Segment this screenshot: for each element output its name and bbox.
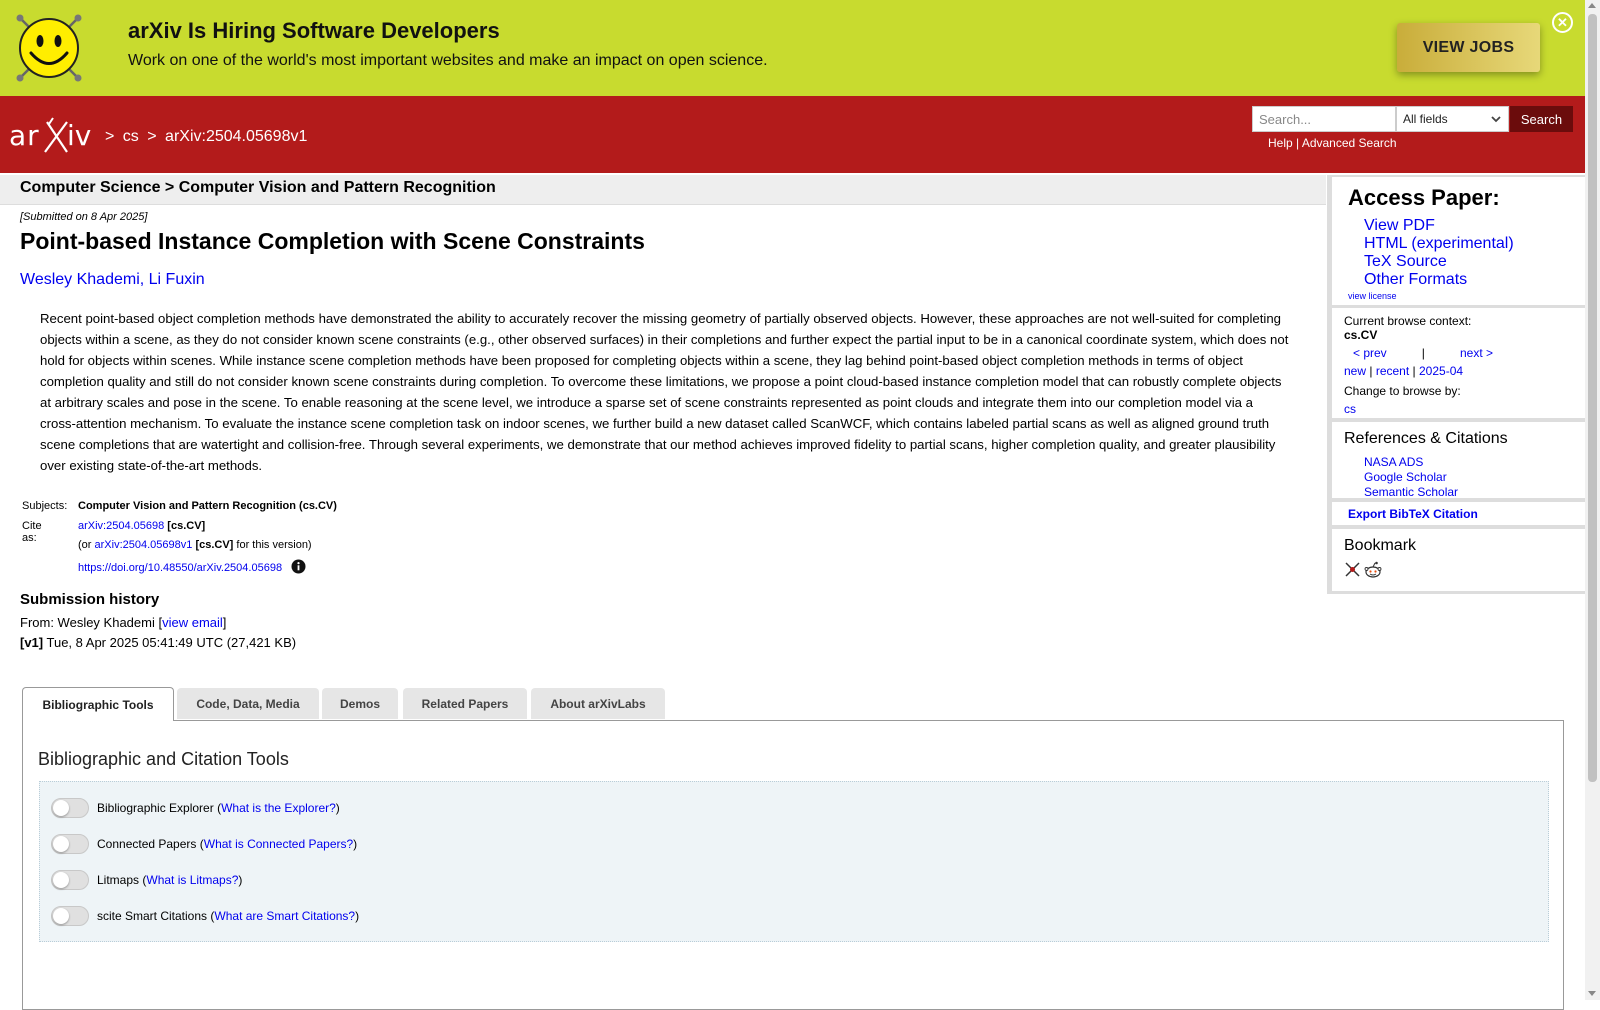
- browse-recent-link[interactable]: recent: [1375, 364, 1410, 378]
- paper-title: Point-based Instance Completion with Scene Constraints: [20, 228, 645, 254]
- bookmark-box: [1332, 529, 1585, 591]
- scroll-down-arrow-icon[interactable]: [1588, 991, 1596, 996]
- browse-context-label: Current browse context:: [1344, 314, 1472, 328]
- banner-title: arXiv Is Hiring Software Developers: [128, 18, 500, 43]
- info-circle-icon[interactable]: [291, 559, 306, 574]
- google-scholar-link[interactable]: Google Scholar: [1364, 470, 1447, 484]
- category-header: Computer Science > Computer Vision and Pattern Recognition: [0, 175, 1326, 205]
- breadcrumb-cs[interactable]: cs: [122, 128, 139, 145]
- connected-papers-help-link[interactable]: What is Connected Papers?: [203, 837, 354, 851]
- scroll-up-arrow-icon[interactable]: [1588, 3, 1596, 8]
- tab-related-papers[interactable]: Related Papers: [403, 688, 527, 719]
- browse-by-cs-link[interactable]: cs: [1344, 402, 1356, 416]
- scite-toggle[interactable]: [51, 906, 89, 926]
- nasa-ads-link[interactable]: NASA ADS: [1364, 455, 1424, 469]
- svg-text:ar: ar: [9, 119, 40, 152]
- submission-from: From: Wesley Khademi [view email]: [20, 615, 227, 630]
- chevron-down-icon: [1490, 113, 1502, 125]
- tab-demos[interactable]: Demos: [322, 688, 398, 719]
- tool-row: Bibliographic Explorer ( What is the Explorer? ): [51, 797, 340, 819]
- svg-text:iv: iv: [67, 119, 92, 152]
- view-email-link[interactable]: view email: [162, 615, 223, 630]
- access-paper-title: Access Paper:: [1348, 185, 1500, 210]
- next-link[interactable]: next >: [1459, 346, 1493, 360]
- right-sidebar: [1327, 175, 1585, 594]
- tab-code-data-media[interactable]: Code, Data, Media: [177, 688, 319, 719]
- help-link[interactable]: Help: [1268, 136, 1293, 150]
- tool-row: scite Smart Citations ( What are Smart Citations? ): [51, 905, 359, 927]
- browse-new-link[interactable]: new: [1344, 364, 1367, 378]
- advanced-search-link[interactable]: Advanced Search: [1301, 136, 1397, 150]
- bibliographic-explorer-toggle[interactable]: [51, 798, 89, 818]
- tex-source-link[interactable]: TeX Source: [1364, 253, 1447, 270]
- subjects-label: Subjects:: [22, 500, 68, 512]
- references-title: References & Citations: [1344, 430, 1508, 447]
- tab-about-arxivlabs[interactable]: About arXivLabs: [531, 688, 665, 719]
- close-icon[interactable]: ✕: [1552, 12, 1573, 33]
- cite-version-link[interactable]: arXiv:2504.05698v1: [94, 539, 193, 551]
- browse-month-link[interactable]: 2025-04: [1419, 364, 1464, 378]
- author-link[interactable]: Wesley Khademi: [20, 271, 140, 288]
- other-formats-link[interactable]: Other Formats: [1364, 271, 1468, 288]
- tab-panel: [22, 720, 1564, 1010]
- banner-subtitle: Work on one of the world's most important websites and make an impact on open science.: [128, 52, 768, 69]
- cite-label: Cite as:: [22, 520, 42, 544]
- access-paper-box: [1332, 177, 1585, 305]
- tool-row: Litmaps ( What is Litmaps? ): [51, 869, 242, 891]
- submission-history-title: Submission history: [20, 591, 160, 608]
- browse-context-value: cs.CV: [1344, 328, 1378, 342]
- abstract: Recent point-based object completion methods have demonstrated the ability to accurately recover the missing geometry of partially observed objects. However, these approaches are not well-suited for completing objects within a scene, as they do not consider known scene constraints (e.g., other observed surfaces) in their completions and further expect the partial input to be in a canonical coordinate system, which does not hold for objects within scenes. While instance scene completion methods have been proposed for completing objects within a scene, they lag behind point-based object completion methods in terms of object completion quality and still do not consider known scene constraints during completion. To overcome these limitations, we propose a point cloud-based instance completion model that can robustly complete objects at arbitrary scales and pose in the scene. To enable reasoning at the scene level, we introduce a sparse set of scene constraints represented as point clouds and integrate them into our completion model via a cross-attention mechanism. To evaluate the instance scene completion task on indoor scenes, we further build a new dataset called ScanWCF, which contains labeled partial scans as well as aligned ground truth scene completions that are watertight and collision-free. Through several experiments, we demonstrate that our method achieves improved fidelity to partial scans, higher completion quality, and greater plausibility over existing state-of-the-art methods.: [40, 311, 1289, 473]
- view-pdf-link[interactable]: View PDF: [1364, 217, 1435, 234]
- doi-link[interactable]: https://doi.org/10.48550/arXiv.2504.05698: [78, 562, 283, 574]
- bibsonomy-icon[interactable]: [1344, 561, 1361, 578]
- html-link[interactable]: HTML (experimental): [1364, 235, 1514, 252]
- site-header: [0, 96, 1585, 173]
- explorer-help-link[interactable]: What is the Explorer?: [221, 801, 336, 815]
- tools-list: [39, 781, 1549, 942]
- submitted-date: [Submitted on 8 Apr 2025]: [20, 211, 148, 223]
- submission-version: [v1] Tue, 8 Apr 2025 05:41:49 UTC (27,421 KB): [20, 635, 297, 650]
- references-box: [1332, 422, 1585, 498]
- view-jobs-button[interactable]: VIEW JOBS: [1397, 23, 1540, 72]
- arxiv-logo[interactable]: [9, 116, 101, 156]
- litmaps-toggle[interactable]: [51, 870, 89, 890]
- search-field-select[interactable]: All fields: [1396, 106, 1509, 132]
- connected-papers-toggle[interactable]: [51, 834, 89, 854]
- breadcrumb: > cs > arXiv:2504.05698v1: [105, 128, 308, 145]
- reddit-icon[interactable]: [1364, 561, 1382, 578]
- tool-row: Connected Papers ( What is Connected Papers? ): [51, 833, 357, 855]
- vertical-scrollbar[interactable]: [1585, 0, 1600, 1000]
- litmaps-help-link[interactable]: What is Litmaps?: [146, 873, 239, 887]
- export-bibtex-link[interactable]: Export BibTeX Citation: [1348, 507, 1478, 521]
- breadcrumb-paper-id: arXiv:2504.05698v1: [165, 128, 308, 145]
- change-browse-label: Change to browse by:: [1344, 384, 1461, 398]
- authors: Wesley Khademi, Li Fuxin: [20, 271, 205, 288]
- subjects-value: Computer Vision and Pattern Recognition (cs.CV): [78, 500, 337, 512]
- header-links: Help | Advanced Search: [1268, 136, 1397, 150]
- browse-context-box: Current browse context: cs.CV < prev | next > new | recent | 2025-04 Change to browse by: cs: [1332, 308, 1585, 418]
- semantic-scholar-link[interactable]: Semantic Scholar: [1364, 485, 1459, 499]
- bibtex-box: [1332, 502, 1585, 525]
- author-link[interactable]: Li Fuxin: [148, 271, 205, 288]
- view-license-link[interactable]: view license: [1348, 291, 1397, 301]
- panel-title: Bibliographic and Citation Tools: [38, 749, 289, 769]
- cite-id-link[interactable]: arXiv:2504.05698: [78, 520, 165, 532]
- search-button[interactable]: Search: [1510, 106, 1573, 132]
- smiley-face-icon: [14, 12, 84, 84]
- scrollbar-thumb[interactable]: [1588, 14, 1597, 782]
- scite-help-link[interactable]: What are Smart Citations?: [214, 909, 356, 923]
- hiring-banner: [0, 0, 1585, 96]
- bookmark-title: Bookmark: [1344, 537, 1417, 554]
- tab-bibliographic-tools[interactable]: Bibliographic Tools: [22, 687, 174, 721]
- prev-link[interactable]: < prev: [1353, 346, 1387, 360]
- search-input[interactable]: [1252, 106, 1396, 132]
